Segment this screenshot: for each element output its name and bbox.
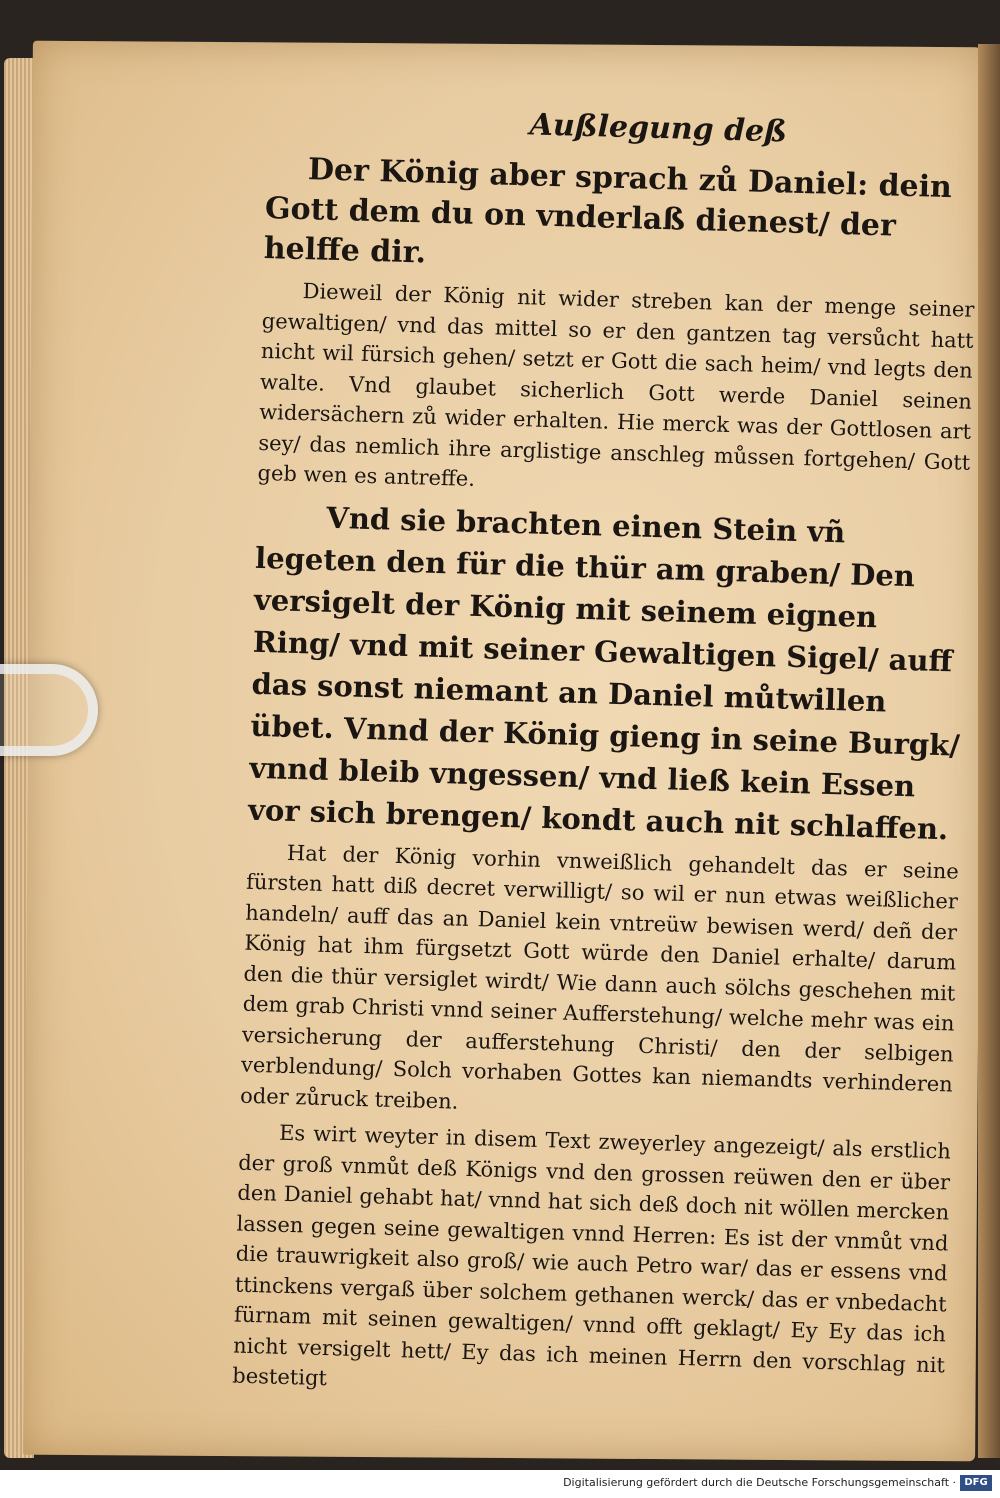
book-right-edge: [978, 44, 1000, 1458]
commentary-paragraph-2: Hat der König vorhin vnweißlich gehandelt das er seine fürsten hatt diß decret verwilligt/ so wil er nun etwas weißlicher handeln/ auff das an Daniel kein vntreüw bewisen werd/ deñ der König hat ihm fürgsetzt Gott würde den Daniel erhalte/ darum den die thür versiglet wirdt/ Wie dann auch sölchs geschehen mit dem grab Christi vnnd seiner Aufferstehung/ welche mehr was ein versicherung der aufferstehung Christi/ den der selbigen verblendung/ Solch vorhaben Gottes kan niemandts verhinderen oder zůruck treiben.: [239, 840, 960, 1114]
digitization-footer: [0, 1470, 1000, 1498]
footer-credit: Digitalisierung gefördert durch die Deutsche Forschungsgemeinschaft ·: [563, 1476, 956, 1489]
page-text: [232, 100, 980, 1411]
commentary-paragraph-1: Dieweil der König nit wider streben kan der menge seiner gewaltigen/ vnd das mittel so er den gantzen tag versůcht hatt nicht wil fürsich gehen/ setzt er Gott die sach heim/ vnd legts den walte. Vnd glaubet sicherlich Gott werde Daniel seinen widersächern zů wider erhalten. Hie merck was der Gottlosen art sey/ das nemlich ihre arglistige anschleg můssen fortgehen/ Gott geb wen es antreffe.: [257, 279, 975, 491]
bible-verse-heading-1: Der König aber sprach zů Daniel: dein Gott dem du on vnderlaß dienest/ der helffe dir.: [263, 152, 953, 271]
page-clip: [0, 664, 98, 756]
running-head: Außlegung deß: [529, 107, 788, 150]
commentary-paragraph-3: Es wirt weyter in disem Text zweyerley angezeigt/ als erstlich der groß vnmůt deß Königs vnd den grossen reüwen den er über den Daniel gehabt hat/ vnnd hat sich deß doch nit wöllen mercken lassen gegen seine gewaltigen vnnd Herren: Es ist der vnmůt vnd die trauwrigkeit also groß/ wie auch Petro war/ das er essens vnd ttinckens vergaß über solchem gethanen werck/ das er vnbedacht fürnam mit seinen gewaltigen/ vnnd offt geklagt/ Ey Ey das ich nicht versigelt hett/ Ey das ich meinen Herrn den vorschlag nit bestetigt: [232, 1120, 952, 1391]
bible-verse-heading-2: Vnd sie brachten einen Stein vñ legeten den für die thür am graben/ Den versigelt der König mit seinem eignen Ring/ vnd mit seiner Gewaltigen Sigel/ auff das sonst niemant an Daniel můtwillen übet. Vnnd der König gieng in seine Burgk/ vnnd bleib vngessen/ vnd ließ kein Essen vor sich brengen/ kondt auch nit schlaffen.: [247, 500, 961, 846]
dfg-logo: DFG: [960, 1475, 992, 1491]
